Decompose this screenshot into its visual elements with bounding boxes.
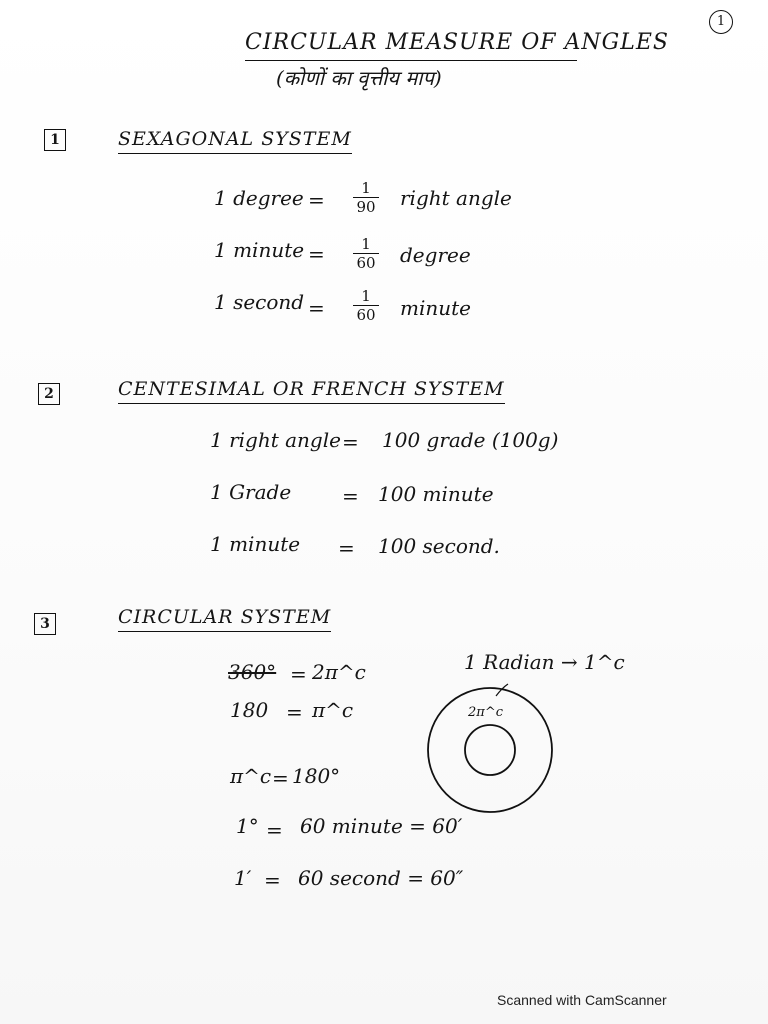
circular-lhs <box>228 660 276 684</box>
equals-sign: = <box>342 484 359 508</box>
section-title: CENTESIMAL OR FRENCH SYSTEM <box>118 378 505 404</box>
row-unit: right angle <box>400 186 512 210</box>
equals-sign: = <box>290 662 307 686</box>
fraction <box>353 180 379 215</box>
row-lhs: 1 minute <box>214 238 305 262</box>
row-unit: degree <box>400 243 471 267</box>
fraction-numerator: 1 <box>361 235 371 253</box>
row-rhs: 100 minute <box>378 482 494 506</box>
row-rhs: 100 grade (100g) <box>382 428 559 452</box>
circular-lhs: 1° <box>236 814 259 838</box>
section-title: CIRCULAR SYSTEM <box>118 606 331 632</box>
equals-sign: = <box>338 536 355 560</box>
equals-sign: = <box>266 818 283 842</box>
row-unit: minute <box>400 296 471 320</box>
circular-lhs: π^c <box>230 764 272 788</box>
page-title: CIRCULAR MEASURE OF ANGLES <box>245 30 669 55</box>
row-lhs: 1 minute <box>210 532 301 556</box>
fraction <box>353 236 379 271</box>
fraction-denominator: 90 <box>356 198 376 216</box>
inner-circle <box>465 725 515 775</box>
fraction-numerator: 1 <box>361 287 371 305</box>
fraction-denominator: 60 <box>356 254 376 272</box>
row-lhs: 1 degree <box>214 186 304 210</box>
equals-sign: = <box>308 296 325 320</box>
title-underline <box>245 60 577 61</box>
page-number: 1 <box>709 10 733 34</box>
circular-rhs: π^c <box>312 698 354 722</box>
equals-sign: = <box>342 430 359 454</box>
scanner-watermark: Scanned with CamScanner <box>497 992 667 1008</box>
row-rhs: 100 second. <box>378 534 500 558</box>
equals-sign: = <box>264 868 281 892</box>
equals-sign: = <box>308 188 325 212</box>
circular-rhs: 60 minute = 60′ <box>300 814 463 838</box>
row-lhs: 1 right angle <box>210 428 341 452</box>
page-subtitle: (कोणों का वृत्तीय माप) <box>276 66 442 90</box>
equals-sign: = <box>272 766 289 790</box>
fraction <box>353 288 379 323</box>
section-number: 3 <box>34 613 56 635</box>
fraction-denominator: 60 <box>356 306 376 324</box>
section-title: SEXAGONAL SYSTEM <box>118 128 352 154</box>
equals-sign: = <box>286 700 303 724</box>
circular-rhs: 60 second = 60″ <box>298 866 464 890</box>
circular-rhs: 180° <box>292 764 341 788</box>
circular-lhs: 180 <box>230 698 269 722</box>
section-number: 2 <box>38 383 60 405</box>
row-lhs: 1 second <box>214 290 305 314</box>
equals-sign: = <box>308 242 325 266</box>
section-number: 1 <box>44 129 66 151</box>
row-lhs: 1 Grade <box>210 480 292 504</box>
struck-lhs: 360° <box>228 660 277 684</box>
fraction-numerator: 1 <box>361 179 371 197</box>
circular-rhs: 2π^c <box>312 660 366 684</box>
radian-note: 1 Radian → 1^c <box>464 650 625 674</box>
diagram-label: 2π^c <box>468 705 503 720</box>
concentric-circles-diagram <box>420 680 560 820</box>
circular-lhs: 1′ <box>234 866 252 890</box>
